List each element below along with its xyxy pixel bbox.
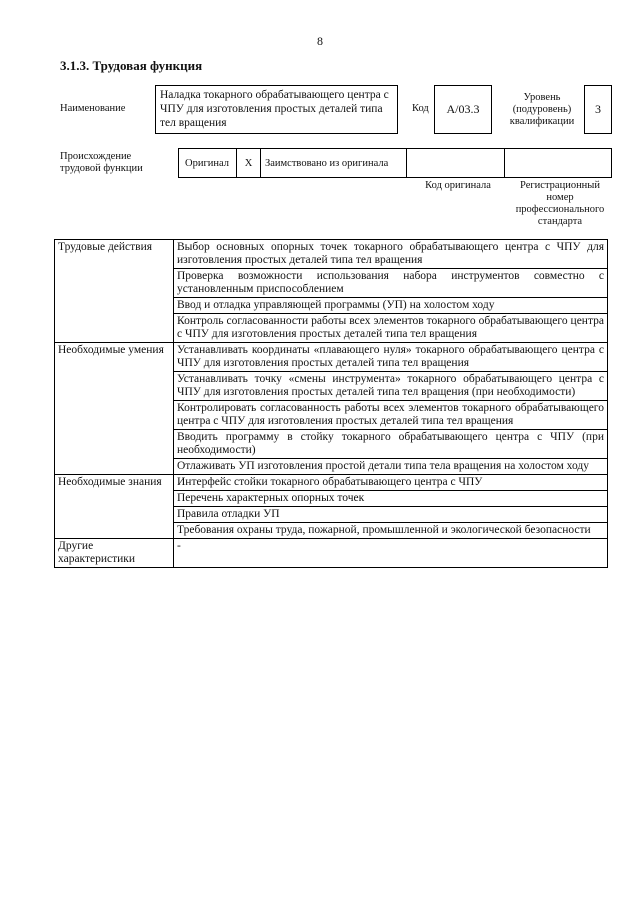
origin-label: Происхождение трудовой функции	[60, 151, 143, 174]
borrowed-label: Заимствовано из оригинала	[261, 149, 407, 177]
level-value: 3	[584, 85, 612, 134]
name-label: Наименование	[60, 103, 126, 114]
code-original-caption: Код оригинала	[425, 180, 491, 191]
item-cell: Интерфейс стойки токарного обрабатывающего центра с ЧПУ	[174, 475, 608, 491]
table-row	[55, 475, 608, 491]
section-title: 3.1.3. Трудовая функция	[60, 58, 203, 73]
item-cell: Отлаживать УП изготовления простой детали типа тела вращения на холостом ходу	[174, 459, 608, 475]
category-cell: Необходимые умения	[55, 343, 174, 475]
original-label: Оригинал	[179, 149, 237, 177]
origin-row	[178, 148, 612, 178]
category-cell: Трудовые действия	[55, 240, 174, 343]
item-cell: Перечень характерных опорных точек	[174, 491, 608, 507]
code-label: Код	[412, 103, 429, 114]
table-row	[55, 343, 608, 372]
table-row	[55, 539, 608, 568]
item-cell: Выбор основных опорных точек токарного обрабатывающего центра с ЧПУ для изготовления простых деталей типа тел вращения	[174, 240, 608, 269]
function-details-table	[54, 239, 608, 568]
category-cell: Необходимые знания	[55, 475, 174, 539]
level-label: Уровень (подуровень) квалификации	[509, 92, 575, 127]
item-cell: Контролировать согласованность работы всех элементов токарного обрабатывающего центра с ЧПУ для изготовления простых деталей типа тел вращения	[174, 401, 608, 430]
page-number: 8	[317, 34, 323, 48]
original-mark: X	[237, 149, 261, 177]
item-cell: Требования охраны труда, пожарной, промышленной и экологической безопасности	[174, 523, 608, 539]
item-cell: Устанавливать координаты «плавающего нуля» токарного обрабатывающего центра с ЧПУ для изготовления простых деталей типа тел вращения	[174, 343, 608, 372]
item-cell: Правила отладки УП	[174, 507, 608, 523]
category-cell: Другие характеристики	[55, 539, 174, 568]
item-cell: Ввод и отладка управляющей программы (УП) на холостом ходу	[174, 298, 608, 314]
item-cell: Устанавливать точку «смены инструмента» токарного обрабатывающего центра с ЧПУ для изготовления простых деталей типа тел вращения (при необходимости)	[174, 372, 608, 401]
item-cell: Вводить программу в стойку токарного обрабатывающего центра с ЧПУ (при необходимости)	[174, 430, 608, 459]
item-cell: -	[174, 539, 608, 568]
original-code-cell	[407, 149, 505, 177]
table-row	[55, 240, 608, 269]
reg-number-caption: Регистрационный номер профессионального стандарта	[515, 180, 605, 227]
reg-number-cell	[505, 149, 611, 177]
function-name-value: Наладка токарного обрабатывающего центра с ЧПУ для изготовления простых деталей типа тел вращения	[155, 85, 398, 134]
code-value: А/03.3	[434, 85, 492, 134]
item-cell: Контроль согласованности работы всех элементов токарного обрабатывающего центра с ЧПУ для изготовления простых деталей типа тел вращения	[174, 314, 608, 343]
item-cell: Проверка возможности использования набора инструментов совместно с установленным приспособлением	[174, 269, 608, 298]
